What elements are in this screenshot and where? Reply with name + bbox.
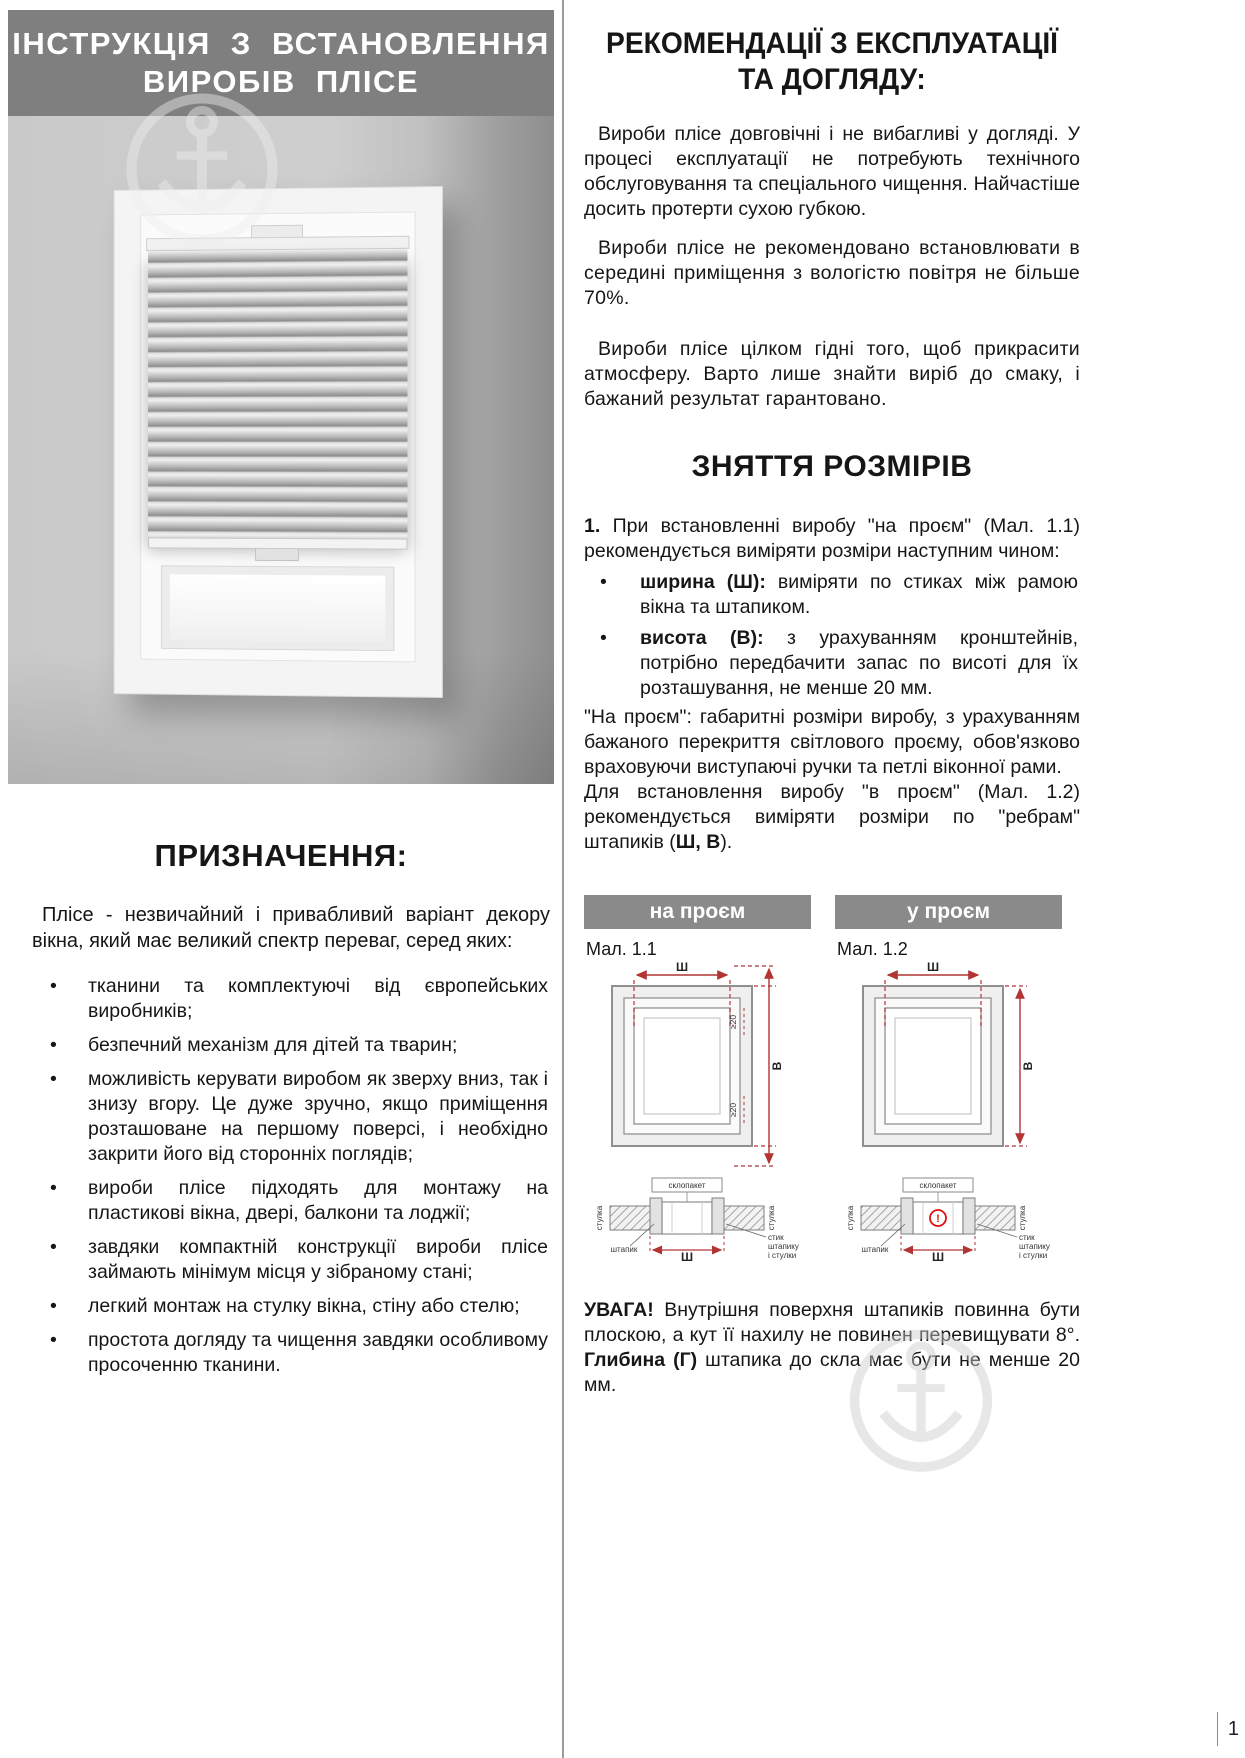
shade-handle: [255, 549, 299, 561]
joint-label-line3: і стулки: [1019, 1251, 1048, 1260]
product-photo-pleated-blind: [8, 116, 554, 784]
term-height-text: з урахуванням кронштейнів, потрібно передбачити запас по висоті для їх розташування, не менше 20 мм.: [640, 627, 1078, 699]
benefit-item: • вироби плісе підходять для монтажу на пластикові вікна, двері, балкони та лоджії;: [8, 1176, 552, 1226]
page-footer: [1217, 1712, 1239, 1746]
sash-left-label: стулка: [846, 1205, 855, 1231]
left-column: [8, 10, 554, 1378]
window-measure-diagram-in-opening: [835, 962, 1062, 1262]
attention-text1: Внутрішня поверхня штапиків повинна бути плоскою, а кут її нахилу не повинен перевищувати 8°.: [584, 1299, 1080, 1346]
cross-section-detail: [595, 1178, 799, 1262]
term-height: висота (В):: [640, 627, 764, 649]
measuring-item-width: [584, 570, 1080, 620]
care-title-line1: РЕКОМЕНДАЦІЇ З ЕКСПЛУАТАЦІЇ: [606, 27, 1058, 60]
window-glass: [162, 566, 393, 650]
diagram-header: у проєм: [835, 895, 1062, 929]
window-frame: [114, 186, 443, 698]
window-measure-diagram-on-opening: [584, 962, 811, 1262]
benefit-item: • можливість керувати виробом як зверху вниз, так і знизу вгору. Це дуже зручно, якщо приміщення розташоване на першому поверсі, і необхідно закрити його від сторонніх поглядів;: [8, 1067, 552, 1167]
purpose-intro-paragraph: Плісе - незвичайний і привабливий варіант декору вікна, який має великий спектр переваг, серед яких:: [32, 904, 550, 952]
measuring-list: [584, 570, 1080, 701]
glass-unit-label: склопакет: [668, 1181, 706, 1190]
term-width-text: виміряти по стиках між рамою вікна та штапиком.: [640, 571, 1078, 618]
care-paragraph: Вироби плісе не рекомендовано встановлювати в середині приміщення з вологістю повітря не більше 70%.: [584, 237, 1080, 309]
column-divider-line: [562, 0, 564, 1758]
warning-mark: !: [936, 1213, 940, 1225]
bead-label: штапик: [610, 1245, 638, 1254]
benefit-item: • тканини та комплектуючі від європейських виробників;: [8, 974, 552, 1024]
joint-label-line1: стик: [1019, 1233, 1035, 1242]
footer-divider: [1217, 1712, 1218, 1746]
diagram-panel-in-opening: [835, 895, 1062, 1262]
width-label: Ш: [926, 962, 940, 974]
care-title-line2: ТА ДОГЛЯДУ:: [738, 63, 926, 96]
height-label: В: [1021, 1061, 1035, 1071]
step-number: 1.: [584, 515, 601, 537]
v-proem-end: ).: [720, 831, 733, 853]
page-number: 1: [1227, 1717, 1239, 1740]
purpose-section-title: ПРИЗНАЧЕННЯ:: [154, 838, 408, 873]
attention-depth-term: Глибина (Г): [584, 1349, 698, 1371]
sash-right-label: стулка: [767, 1205, 776, 1231]
measurement-diagrams: [584, 895, 1080, 1262]
care-section-title: [599, 26, 1065, 98]
width-bottom-label: Ш: [680, 1250, 694, 1262]
window-front-view: [863, 986, 1003, 1146]
sash-left-label: стулка: [595, 1205, 604, 1231]
term-width: ширина (Ш):: [640, 571, 766, 593]
measuring-item-height: [584, 626, 1080, 701]
document-title-line2: ВИРОБІВ ПЛІСЕ: [142, 64, 420, 99]
right-column: [584, 26, 1080, 1398]
diagram-header: на проєм: [584, 895, 811, 929]
height-label: В: [770, 1061, 784, 1071]
width-label: Ш: [675, 962, 689, 974]
benefit-item: • безпечний механізм для дітей та тварин;: [8, 1033, 552, 1058]
joint-label-line2: штапику: [768, 1242, 799, 1251]
cross-section-detail: [846, 1178, 1050, 1262]
purpose-benefits-list: [8, 974, 552, 1378]
step-text: При встановленні виробу "на проєм" (Мал. 1.1) рекомендується виміряти розміри наступним чином:: [584, 515, 1080, 562]
sash-right-label: стулка: [1018, 1205, 1027, 1231]
clearance-top-label: ≥20: [728, 1014, 738, 1030]
bead-label: штапик: [861, 1245, 889, 1254]
joint-label-line1: стик: [768, 1233, 784, 1242]
benefit-item: • простота догляду та чищення завдяки особливому просоченню тканини.: [8, 1328, 552, 1378]
shade-bottom-rail: [148, 537, 407, 549]
window-front-view: [612, 986, 752, 1146]
figure-label: Мал. 1.1: [586, 939, 657, 959]
document-title-line1: ІНСТРУКЦІЯ З ВСТАНОВЛЕННЯ: [12, 26, 550, 62]
na-proem-paragraph: "На проєм": габаритні розміри виробу, з урахуванням бажаного перекриття світлового проєму, обов'язково враховуючи виступаючі ручки та петлі віконної рами.: [584, 706, 1080, 778]
care-paragraph: Вироби плісе цілком гідні того, щоб прикрасити атмосферу. Варто лише знайти виріб до смаку, і бажаний результат гарантовано.: [584, 338, 1080, 410]
width-bottom-label: Ш: [931, 1250, 945, 1262]
joint-label-line2: штапику: [1019, 1242, 1050, 1251]
figure-label: Мал. 1.2: [837, 939, 908, 959]
diagram-panel-on-opening: [584, 895, 811, 1262]
measuring-step1: [584, 514, 1080, 564]
joint-label-line3: і стулки: [768, 1251, 797, 1260]
attention-lead: УВАГА!: [584, 1299, 654, 1321]
document-title-banner: [8, 10, 554, 116]
attention-paragraph: [584, 1298, 1080, 1398]
pleated-shade: [148, 249, 407, 539]
attention-text2: штапика до скла має бути не менше 20 мм.: [584, 1349, 1080, 1396]
v-proem-paragraph: [584, 780, 1080, 855]
v-proem-dims: Ш, В: [675, 831, 721, 853]
benefit-item: • завдяки компактній конструкції вироби плісе займають мінімум місця у зібраному стані;: [8, 1235, 552, 1285]
care-paragraph: Вироби плісе довговічні і не вибагливі у догляді. У процесі експлуатації не потребують технічного обслуговування та спеціального чищення. Найчастіше досить протерти сухою губкою.: [584, 123, 1080, 220]
measuring-section-title: ЗНЯТТЯ РОЗМІРІВ: [691, 450, 973, 483]
v-proem-text: Для встановлення виробу "в проєм" (Мал. 1.2) рекомендується виміряти розміри по "ребрам" штапиків (: [584, 781, 1080, 853]
glass-unit-label: склопакет: [919, 1181, 957, 1190]
clearance-bottom-label: ≥20: [728, 1102, 738, 1118]
benefit-item: • легкий монтаж на стулку вікна, стіну або стелю;: [8, 1294, 552, 1319]
